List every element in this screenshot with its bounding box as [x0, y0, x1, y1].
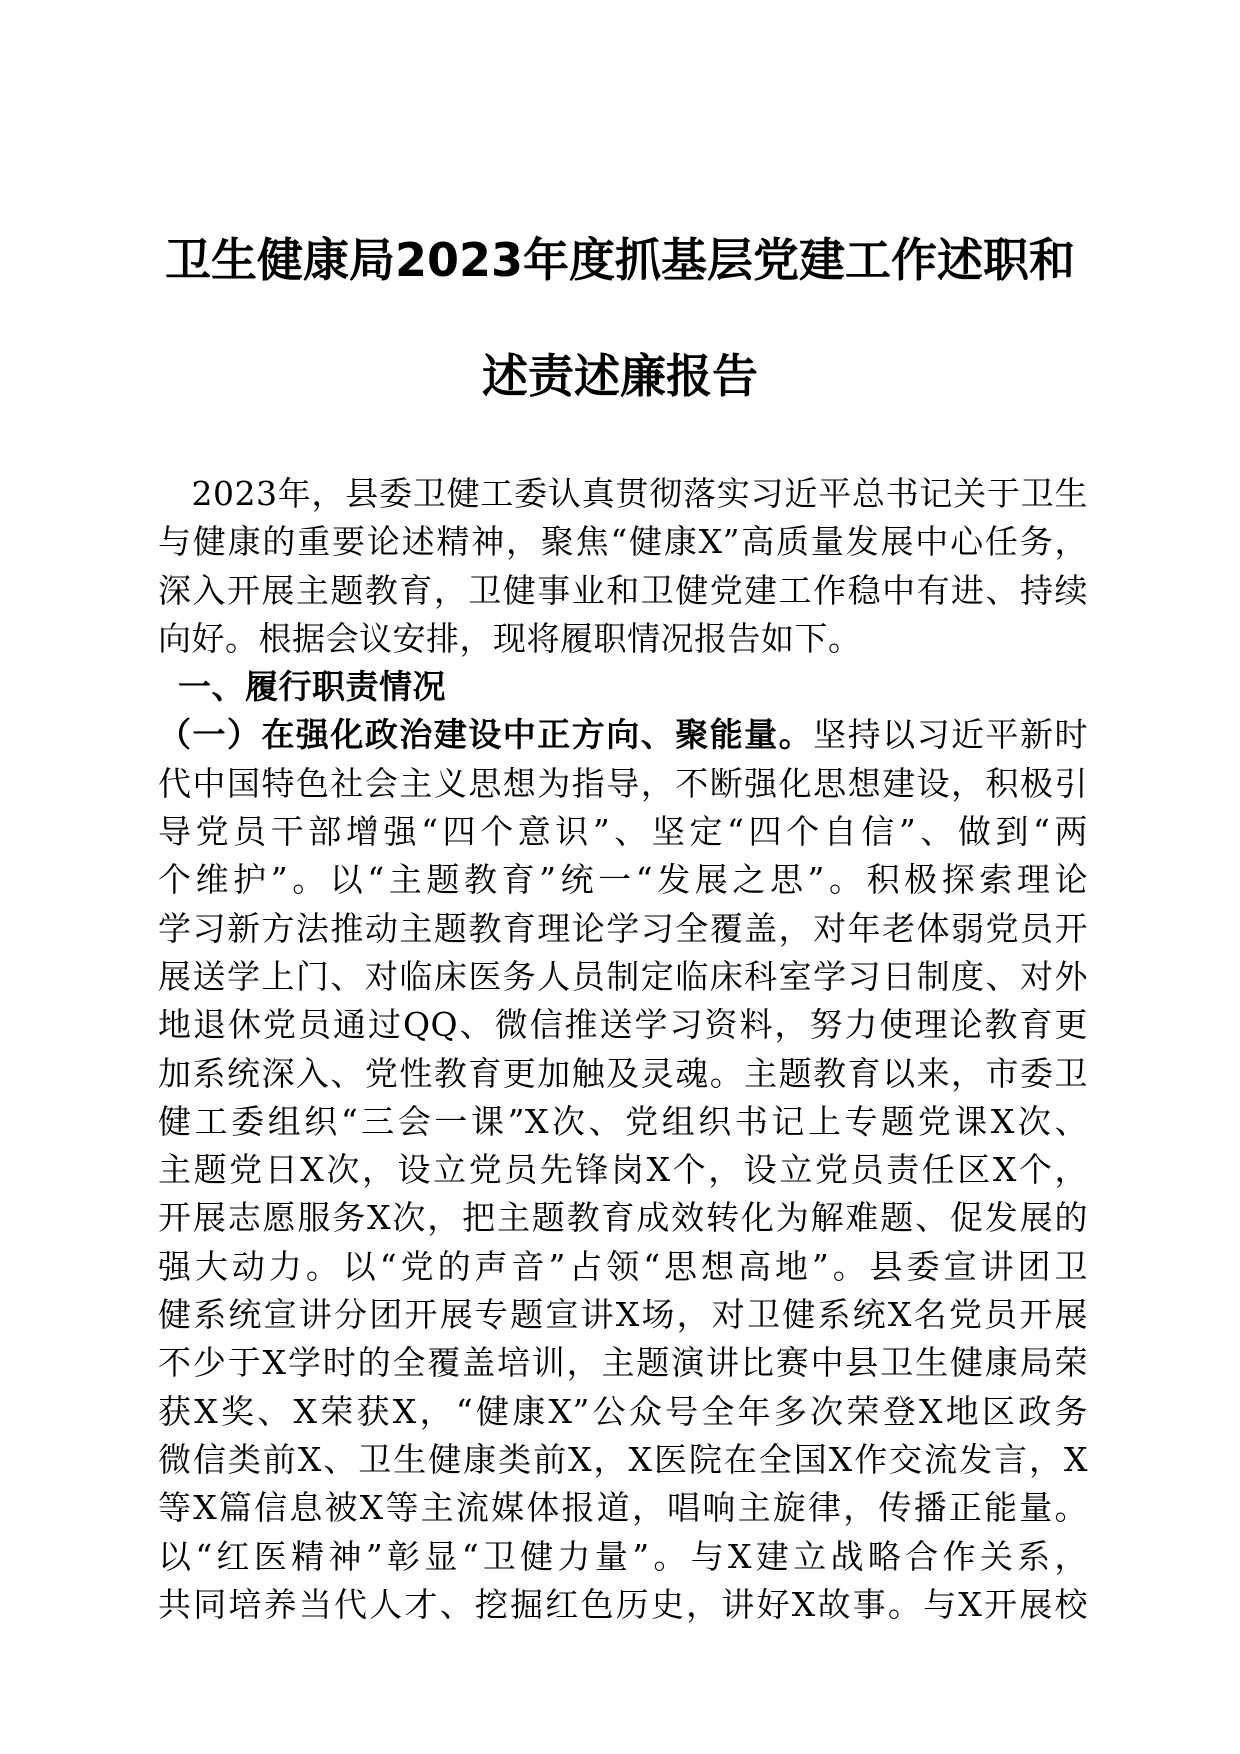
body-line: 导党员干部增强“四个意识”、坚定“四个自信”、做到“两: [158, 812, 1088, 852]
body-line: 开展志愿服务X次，把主题教育成效转化为解难题、促发展的: [158, 1198, 1088, 1238]
document-title-line-1: 卫生健康局2023年度抓基层党建工作述职和: [164, 233, 1076, 287]
body-line: 以“红医精神”彰显“卫健力量”。与X建立战略合作关系，: [158, 1536, 1088, 1576]
body-line: 主题党日X次，设立党员先锋岗X个，设立党员责任区X个，: [158, 1150, 1088, 1190]
intro-text-1: 2023年，县委卫健工委认真贯彻落实习近平总书记关于卫生: [191, 474, 1088, 513]
body-line: 健工委组织“三会一课”X次、党组织书记上专题党课X次、: [158, 1101, 1088, 1141]
intro-line-2: 与健康的重要论述精神，聚焦“健康X”高质量发展中心任务，: [158, 522, 1088, 562]
body-line: 共同培养当代人才、挖掘红色历史，讲好X故事。与X开展校: [158, 1584, 1088, 1624]
intro-line-4: 向好。根据会议安排，现将履职情况报告如下。: [158, 618, 862, 658]
intro-line-1: [158, 470, 1088, 518]
body-line: 健系统宣讲分团开展专题宣讲X场，对卫健系统X名党员开展: [158, 1295, 1088, 1335]
body-line: 获X奖、X荣获X，“健康X”公众号全年多次荣登X地区政务: [158, 1391, 1088, 1431]
document-title-line-2: 述责述廉报告: [482, 349, 758, 403]
body-line: 代中国特色社会主义思想为指导，不断强化思想建设，积极引: [158, 763, 1088, 803]
body-line: 微信类前X、卫生健康类前X，X医院在全国X作交流发言，X: [158, 1439, 1088, 1479]
body-line: 地退休党员通过QQ、微信推送学习资料，努力使理论教育更: [158, 1005, 1088, 1045]
body-line: 等X篇信息被X等主流媒体报道，唱响主旋律，传播正能量。: [158, 1488, 1088, 1528]
body-line: 强大动力。以“党的声音”占领“思想高地”。县委宣讲团卫: [158, 1246, 1088, 1286]
subsection-first-text: 坚持以习近平新时: [813, 715, 1088, 755]
section-heading: 一、履行职责情况: [178, 667, 446, 707]
subsection-first-line: [158, 711, 1088, 759]
body-line: 个维护”。以“主题教育”统一“发展之思”。积极探索理论: [158, 860, 1088, 900]
subsection-heading: （一）在强化政治建设中正方向、聚能量。: [158, 715, 814, 755]
intro-line-3: 深入开展主题教育，卫健事业和卫健党建工作稳中有进、持续: [158, 570, 1088, 610]
document-body: [158, 470, 1088, 1629]
body-line: 学习新方法推动主题教育理论学习全覆盖，对年老体弱党员开: [158, 908, 1088, 948]
body-line: 展送学上门、对临床医务人员制定临床科室学习日制度、对外: [158, 956, 1088, 996]
body-line: 不少于X学时的全覆盖培训，主题演讲比赛中县卫生健康局荣: [158, 1343, 1088, 1383]
body-line: 加系统深入、党性教育更加触及灵魂。主题教育以来，市委卫: [158, 1053, 1088, 1093]
